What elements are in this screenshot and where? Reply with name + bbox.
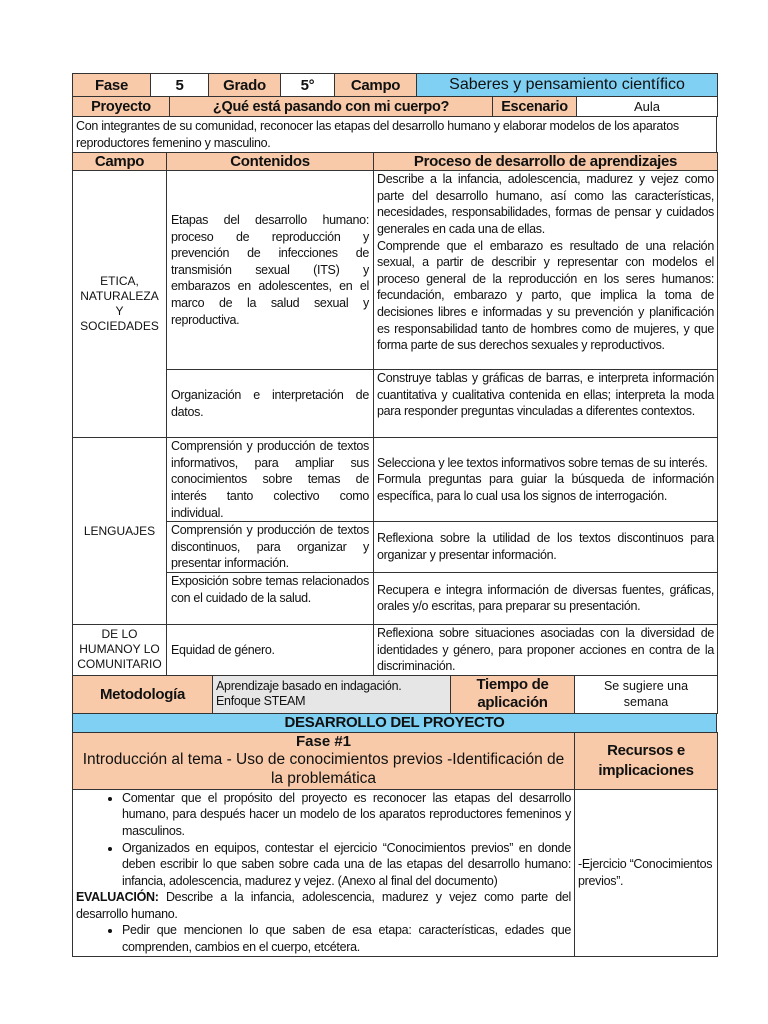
contenido-textos-discontinuos: Comprensión y producción de textos discontinuos, para organizar y presentar información. bbox=[167, 522, 374, 573]
col-header-proceso: Proceso de desarrollo de aprendizajes bbox=[374, 153, 718, 171]
evaluacion-block bbox=[76, 889, 571, 922]
tiempo-value: Se sugiere una semana bbox=[575, 675, 718, 713]
proceso-comprende: Comprende que el embarazo es resultado de una relación sexual, a partir de describir y representar con modelos el proceso general de la reproducción en los seres humanos: fecundación, embarazo y parto, que implica la toma de decisiones libres e informadas y su prevención y planificación es responsabilidad tanto de hombres como de mujeres, y que forma parte de sus derechos sexuales y reproductivos. bbox=[377, 238, 714, 353]
fase1-table bbox=[72, 732, 718, 957]
proceso-lenguajes-1 bbox=[374, 438, 718, 522]
col-header-campo: Campo bbox=[73, 153, 167, 171]
desarrollo-row bbox=[72, 713, 717, 733]
campo-value: Saberes y pensamiento científico bbox=[417, 74, 718, 97]
activity-organizados: • Organizados en equipos, contestar el ejercicio “Conocimientos previos” en donde deben escribir lo que saben sobre cada una de las etapas del desarrollo humano: infancia, adolescencia, madurez y vejez. (Anexo al final del documento) bbox=[122, 840, 571, 890]
proceso-reflexiona-textos: Reflexiona sobre la utilidad de los textos discontinuos para organizar y presentar información. bbox=[374, 522, 718, 573]
proceso-selecciona: Selecciona y lee textos informativos sobre temas de su interés. bbox=[377, 455, 708, 470]
metodologia-row bbox=[72, 675, 718, 714]
proceso-formula: Formula preguntas para guiar la búsqueda de información específica, para lo cual usa los signos de interrogación. bbox=[377, 472, 714, 503]
activity-comentar: • Comentar que el propósito del proyecto es reconocer las etapas del desarrollo humano, para después hacer un modelo de los aparatos reproductores femeninos y masculinos. bbox=[122, 790, 571, 840]
contents-table bbox=[72, 152, 718, 676]
grado-value: 5° bbox=[281, 74, 335, 97]
activities-list-2 bbox=[76, 922, 571, 955]
contenido-textos-informativos: Comprensión y producción de textos informativos, para ampliar sus conocimientos sobre temas de interés tanto colectivo como individual. bbox=[167, 438, 374, 522]
fase-label: Fase bbox=[73, 74, 151, 97]
proceso-etica-1 bbox=[374, 171, 718, 370]
planning-document bbox=[72, 73, 717, 957]
evaluacion-text: Describe a la infancia, adolescencia, madurez y vejez como parte del desarrollo humano. bbox=[76, 890, 571, 921]
escenario-value: Aula bbox=[577, 97, 718, 117]
metodologia-line2: Enfoque STEAM bbox=[216, 694, 306, 709]
recursos-label: Recursos e implicaciones bbox=[575, 732, 718, 789]
contenido-exposicion: Exposición sobre temas relacionados con el cuidado de la salud. bbox=[167, 572, 374, 624]
proyecto-value: ¿Qué está pasando con mi cuerpo? bbox=[170, 97, 493, 117]
campo-humano-comunitario: DE LO HUMANOY LO COMUNITARIO bbox=[73, 624, 167, 675]
project-purpose: Con integrantes de su comunidad, reconocer las etapas del desarrollo humano y elaborar modelos de los aparatos reproductores femenino y masculino. bbox=[73, 117, 717, 153]
proceso-describe: Describe a la infancia, adolescencia, madurez y vejez como parte del desarrollo humano, así como las características, necesidades, responsabilidades, formas de pensar y cuidados generales en cada una de ellas. bbox=[377, 172, 714, 236]
fase1-activities bbox=[73, 789, 575, 956]
proceso-recupera: Recupera e integra información de diversas fuentes, gráficas, orales y/o escritas, para preparar su presentación. bbox=[374, 572, 718, 624]
grado-label: Grado bbox=[209, 74, 281, 97]
campo-label: Campo bbox=[335, 74, 417, 97]
metodologia-value bbox=[213, 675, 451, 713]
recursos-text: -Ejercicio “Conocimientos previos”. bbox=[575, 789, 718, 956]
proceso-construye: Construye tablas y gráficas de barras, e interpreta información cuantitativa y cualitativa contenida en ellas; interpreta la moda para responder preguntas vinculadas a diferentes contextos. bbox=[374, 370, 718, 438]
metodologia-label: Metodología bbox=[73, 675, 213, 713]
contenido-organizacion: Organización e interpretación de datos. bbox=[167, 370, 374, 438]
contenido-equidad: Equidad de género. bbox=[167, 624, 374, 675]
fase1-subtitle: Introducción al tema - Uso de conocimientos previos -Identificación de la problemática bbox=[82, 751, 565, 788]
activity-pedir: • Pedir que mencionen lo que saben de esa etapa: características, edades que comprenden, cambios en el cuerpo, etcétera. bbox=[122, 922, 571, 955]
desarrollo-title: DESARROLLO DEL PROYECTO bbox=[73, 713, 717, 732]
activities-list-1 bbox=[76, 790, 571, 890]
fase1-header bbox=[73, 732, 575, 789]
escenario-label: Escenario bbox=[493, 97, 577, 117]
proyecto-label: Proyecto bbox=[73, 97, 170, 117]
fase1-title: Fase #1 bbox=[295, 733, 352, 751]
col-header-contenidos: Contenidos bbox=[167, 153, 374, 171]
header-table bbox=[72, 73, 718, 97]
metodologia-line1: Aprendizaje basado en indagación. bbox=[216, 679, 402, 694]
evaluacion-label: EVALUACIÓN: bbox=[76, 890, 159, 905]
campo-etica: ETICA, NATURALEZA Y SOCIEDADES bbox=[73, 171, 167, 438]
project-row bbox=[72, 96, 718, 117]
proceso-reflexiona-diversidad: Reflexiona sobre situaciones asociadas con la diversidad de identidades y género, para proponer acciones en contra de la discriminación. bbox=[374, 624, 718, 675]
contenido-etapas: Etapas del desarrollo humano: proceso de reproducción y prevención de infecciones de transmisión sexual (ITS) y embarazos en adolescentes, en el marco de la salud sexual y reproductiva. bbox=[167, 171, 374, 370]
purpose-row bbox=[72, 116, 717, 153]
fase-value: 5 bbox=[151, 74, 209, 97]
tiempo-label: Tiempo de aplicación bbox=[451, 675, 575, 713]
campo-lenguajes: LENGUAJES bbox=[73, 438, 167, 625]
